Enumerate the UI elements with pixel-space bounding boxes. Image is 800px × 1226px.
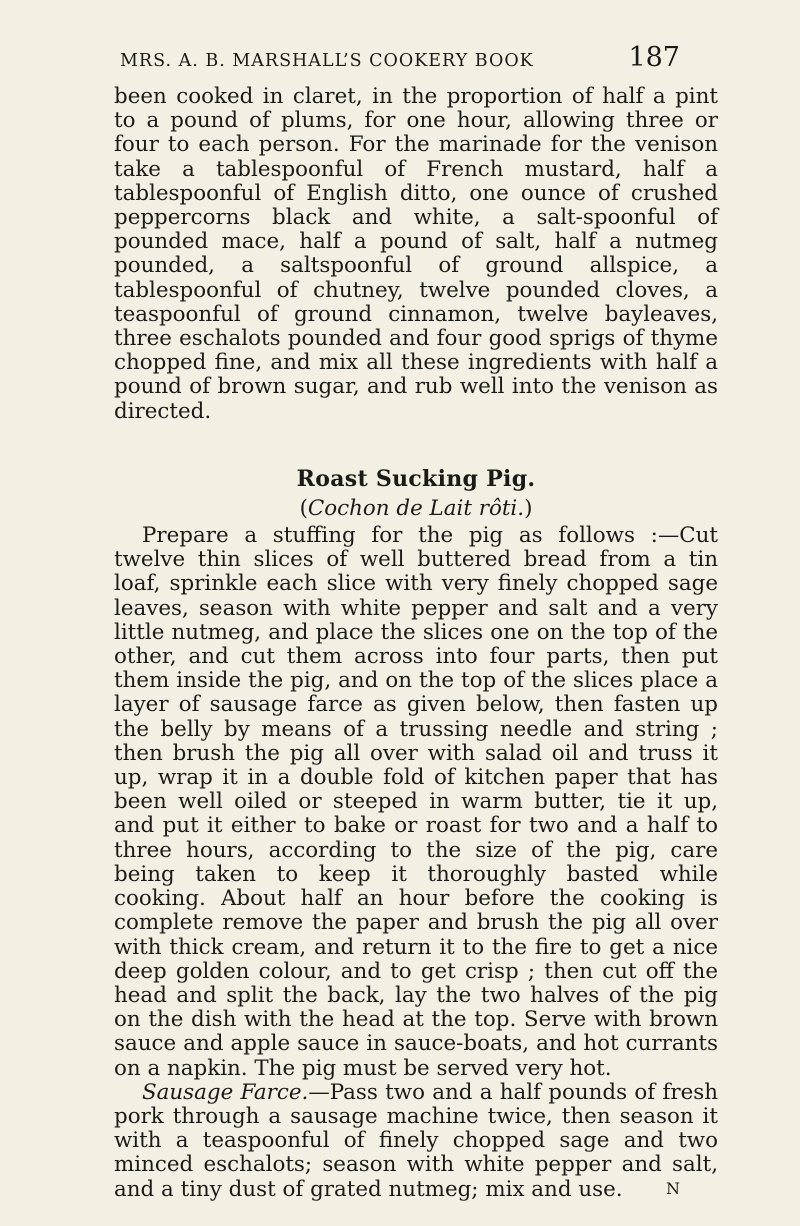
subtitle-text: Cochon de Lait rôti.	[307, 495, 525, 521]
farce-text: —Pass two and a half pounds of fresh pork through a sausage machine twice, then season it with a teaspoonful of finely chopped sage and two minced eschalots; season with white pepper and salt, and a tiny dust of grated nutmeg; mix and use.	[114, 1079, 718, 1202]
recipe-paragraph: Prepare a stuffing for the pig as follows :—Cut twelve thin slices of well buttered bread from a tin loaf, sprinkle each slice with very finely chopped sage leaves, season with white pepper and salt and a very little nutmeg, and place the slices one on the top of the other, and cut them across into four parts, then put them inside the pig, and on the top of the slices place a layer of sausage farce as given below, then fasten up the belly by means of a trussing needle and string ; then brush the pig all over with salad oil and truss it up, wrap it in a double fold of kitchen paper that has been well oiled or steeped in warm butter, tie it up, and put it either to bake or roast for two and a half to three hours, according to the size of the pig, care being taken to keep it thoroughly basted while cooking. About half an hour before the cooking is complete remove the paper and brush the pig all over with thick cream, and return it to the fire to get a nice deep golden colour, and to get crisp ; then cut off the head and split the back, lay the two halves of the pig on the dish with the head at the top. Serve with brown sauce and apple sauce in sauce-boats, and hot currants on a napkin. The pig must be served very hot.	[114, 523, 718, 1081]
subtitle-open-paren: (	[299, 495, 308, 521]
continued-paragraph: been cooked in claret, in the proportion of half a pint to a pound of plums, for one hour, allowing three or four to each person. For the marinade for the venison take a tablespoonful of French mustard, half a tablespoonful of English ditto, one ounce of crushed peppercorns black and white, a salt-spoonful of pounded mace, half a pound of salt, half a nutmeg pounded, a saltspoonful of ground allspice, a tablespoonful of chutney, twelve pounded cloves, a teaspoonful of ground cinnamon, twelve bayleaves, three eschalots pounded and four good sprigs of thyme chopped fine, and mix all these ingredients with half a pound of brown sugar, and rub well into the venison as directed.	[114, 84, 718, 424]
recipe-subtitle	[114, 497, 718, 521]
signature-mark: N	[666, 1179, 680, 1198]
farce-label: Sausage Farce.	[142, 1079, 309, 1105]
subtitle-close-paren: )	[524, 495, 533, 521]
running-head	[120, 42, 680, 73]
farce-paragraph	[114, 1081, 718, 1202]
running-title: MRS. A. B. MARSHALL’S COOKERY BOOK	[120, 51, 534, 71]
page-number: 187	[628, 42, 680, 73]
page-body	[114, 85, 718, 1202]
recipe-title: Roast Sucking Pig.	[296, 465, 536, 492]
